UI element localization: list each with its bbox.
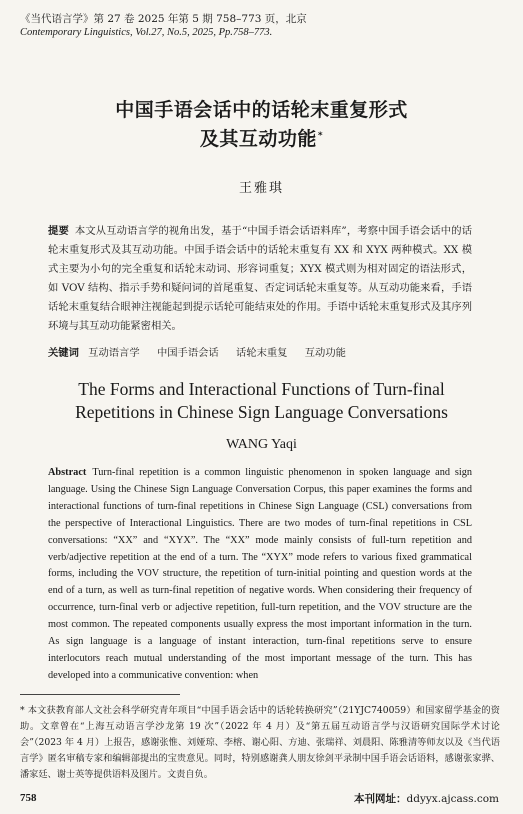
abstract-en-label: Abstract — [48, 467, 87, 478]
abstract-en-text: Turn-final repetition is a common linguistic phenomenon in spoken language and sign language. Using the Chinese Sign Language Conversation Corpus, this paper examines the forms and interactional functions of turn-final repetitions in Chinese Sign Language (CSL) conversations from the perspective of Interactional Linguistics. There are two modes of turn-final repetitions in CSL conversations: “XX” and “XYX”. The “XX” mode mainly consists of full-turn repetition and verb/adjective repetition at the end of a turn. The “XYX” mode refers to various fixed grammatical forms, including the VOV structure, the repetition of turn-initial pointing and question words at the end of a turn, as well as turn-final repetition of negative words. When considering their frequency of occurrence, turn-final verb or adjective repetition, full-turn repetition, and the VOV structure are the most common. The repeated components usually express the most important information in the turn. As sign language is a language of instant interaction, turn-final repetitions serve to ensure interlocutors reach mutual understanding of the most important message of the turn. This has developed into a communicative convention: when — [48, 467, 472, 681]
website-url[interactable]: ddyyx.ajcass.com — [406, 793, 499, 805]
journal-citation-en: Contemporary Linguistics, Vol.27, No.5, 2025, Pp.758–773. — [20, 27, 273, 38]
abstract-cn-text: 本文从互动语言学的视角出发，基于“中国手语会话语料库”，考察中国手语会话中的话轮末重复形式及其互动功能。中国手语会话中的话轮末重复有 XX 和 XYX 两种模式。XX 模式主要为小句的完全重复和话轮末动词、形容词重复；XYX 模式则为相对固定的语法形式，如 VOV 结构、指示手势和疑问词的首尾重复、否定词话轮末重复等。从互动功能来看，手语话轮末重复结合眼神注视能起到提示话轮可能结束处的作用。手语中话轮末重复形式及其序列环境与其互动功能紧密相关。 — [48, 225, 472, 332]
keyword-item: 话轮末重复 — [236, 347, 288, 359]
page-number: 758 — [20, 792, 37, 804]
website-label: 本刊网址： — [354, 793, 407, 805]
abstract-cn-label: 提要 — [48, 225, 69, 237]
abstract-cn — [48, 222, 472, 336]
footnote-divider — [20, 694, 180, 695]
abstract-en — [48, 465, 472, 685]
journal-citation-cn: 《当代语言学》第 27 卷 2025 年第 5 期 758–773 页，北京 — [20, 13, 307, 25]
keyword-item: 中国手语会话 — [156, 347, 219, 359]
title-en-line2: Repetitions in Chinese Sign Language Conversations — [75, 402, 448, 422]
footnote: * 本文获教育部人文社会科学研究青年项目“中国手语会话中的话轮转换研究”（21YJC740059）和国家留学基金的资助。文章曾在“上海互动语言学沙龙第 19 次”（2022 年 4 月）及“第五届互动语言学与汉语研究国际学术讨论会”（2023 年 4 月）上报告，感谢张惟、刘娅琼、李榕、谢心阳、方迪、张瑞祥、刘晨阳、陈雅清等师友以及《当代语言学》匿名审稿专家和编辑部提出的宝贵意见。同时，特别感谢龚人朋友徐剑平录制中国手语会话语料，感谢张家骅、潘家廷、谢士英等提供语料及图片。文责自负。 — [20, 705, 500, 780]
keyword-item: 互动功能 — [304, 347, 346, 359]
title-en-line1: The Forms and Interactional Functions of Turn-final — [78, 379, 445, 399]
keywords-cn-label: 关键词 — [48, 347, 79, 359]
keyword-item: 互动语言学 — [88, 347, 140, 359]
title-cn-line1: 中国手语会话中的话轮末重复形式 — [115, 99, 408, 121]
title-cn-line2: 及其互动功能* — [199, 128, 324, 150]
author-cn: 王雅琪 — [238, 181, 284, 196]
journal-website — [354, 791, 499, 806]
keywords-cn — [48, 344, 472, 359]
journal-header — [20, 12, 490, 40]
author-en: WANG Yaqi — [226, 437, 297, 452]
title-footnote-mark: * — [317, 130, 324, 141]
